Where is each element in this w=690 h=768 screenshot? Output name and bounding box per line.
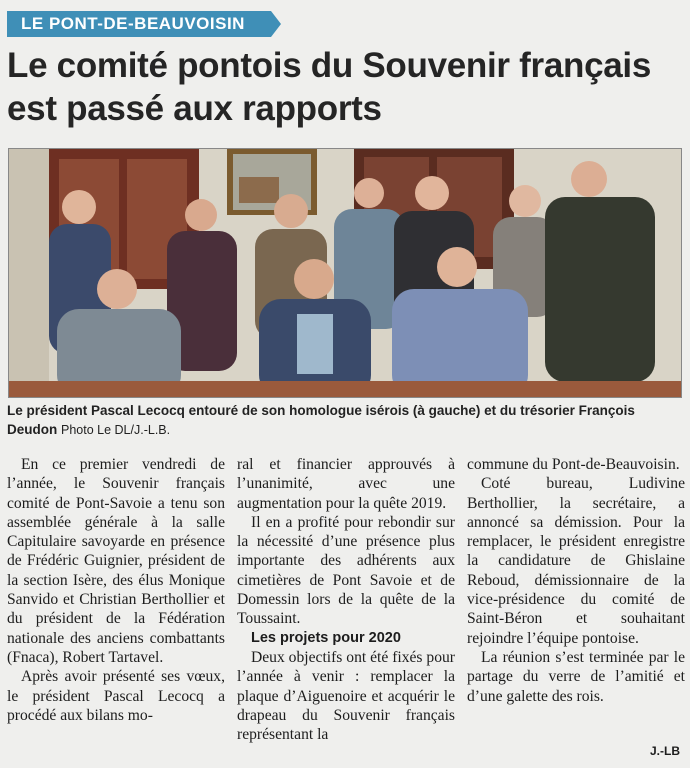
paragraph: Deux objectifs ont été fixés pour l’année à venir : remplacer la plaque d’Aiguenoire et acquérir le drapeau du Souvenir français représentant la xyxy=(237,648,455,744)
section-rubric: LE PONT-DE-BEAUVOISIN xyxy=(7,11,271,37)
article-column-1 xyxy=(7,455,225,745)
article-headline: Le comité pontois du Souvenir français est passé aux rapports xyxy=(7,46,651,128)
author-signature: J.-LB xyxy=(650,744,680,758)
paragraph: ral et financier approuvés à l’unanimité, avec une augmentation pour la quête 2019. xyxy=(237,456,455,512)
section-subhead: Les projets pour 2020 xyxy=(251,629,401,646)
article-body xyxy=(7,455,685,745)
caption-text: Le président Pascal Lecocq entouré de son homologue isérois (à gauche) et du trésorier François Deudon xyxy=(7,403,635,437)
paragraph: Il en a profité pour rebondir sur la nécessité d’une présence plus importante des adhérents aux cimetières de Pont Savoie et de Domessin lors de la quête de la Toussaint. xyxy=(237,513,455,628)
article-column-3 xyxy=(467,455,685,745)
paragraph: En ce premier vendredi de l’année, le Souvenir français comité de Pont-Savoie a tenu son assemblée générale à la salle Capitulaire savoyarde en présence de Frédéric Guignier, président de la section Isère, des élus Monique Sanvido et Christian Berthollier et du président de la Fédération nationale des anciens combattants (Fnaca), Robert Tartavel. xyxy=(7,456,225,666)
article-photo xyxy=(8,148,682,398)
photo-credit: Photo Le DL/J.-L.B. xyxy=(61,423,171,437)
photo-caption xyxy=(7,401,683,440)
paragraph: Après avoir présenté ses vœux, le président Pascal Lecocq a procédé aux bilans mo- xyxy=(7,668,225,724)
paragraph: commune du Pont-de-Beauvoisin. xyxy=(467,456,680,473)
article-column-2 xyxy=(237,455,455,745)
paragraph: La réunion s’est terminée par le partage du verre de l’amitié et d’une galette des rois. xyxy=(467,648,685,705)
paragraph: Coté bureau, Ludivine Berthollier, la secrétaire, a annoncé sa démission. Pour la remplacer, le président enregistre la candidature de Ghislaine Reboud, démissionnaire de la vice-présidence du comité de Saint-Béron et souhaitant rejoindre l’équipe pontoise. xyxy=(467,475,685,647)
